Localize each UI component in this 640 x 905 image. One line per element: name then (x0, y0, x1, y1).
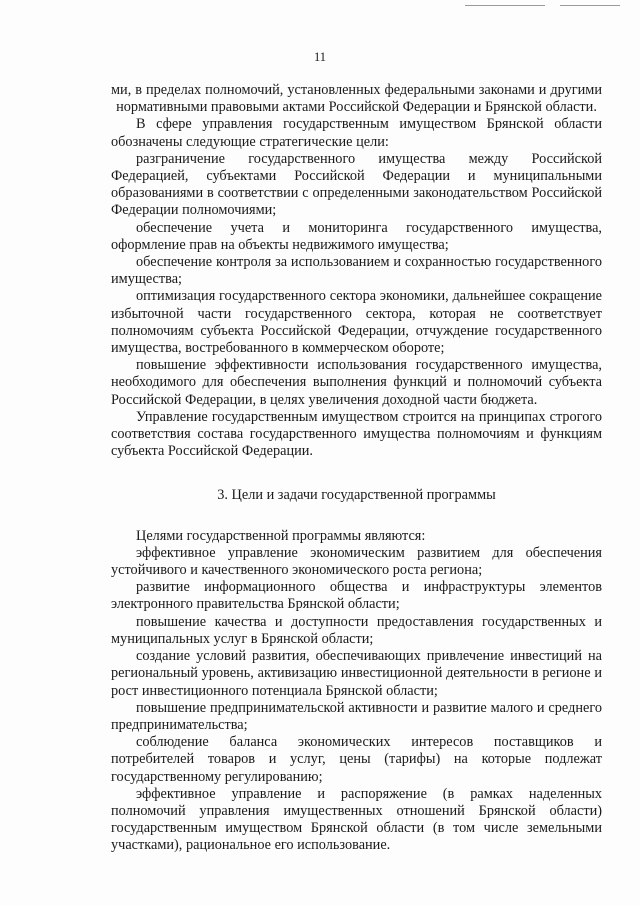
paragraph: повышение предпринимательской активности и развитие малого и среднего предпринимательства; (111, 699, 602, 733)
paragraph: обеспечение контроля за использованием и сохранностью государственного имущества; (111, 254, 602, 288)
scan-edge-line (465, 5, 545, 6)
paragraph: Целями государственной программы являются: (136, 527, 426, 544)
paragraph: В сфере управления государственным имуществом Брянской области обозначены следующие стратегические цели: (111, 116, 602, 150)
paragraph: повышение эффективности использования государственного имущества, необходимого для обеспечения выполнения функций и полномочий субъекта Российской Федерации, в целях увеличения доходной части бюджета. (111, 357, 602, 408)
section-heading: 3. Цели и задачи государственной программы (217, 487, 496, 504)
paragraph: Управление государственным имуществом строится на принципах строгого соответствия состава государственного имущества полномочиям и функциям субъекта Российской Федерации. (111, 408, 602, 460)
paragraph: эффективное управление и распоряжение (в рамках наделенных полномочий управления имущественных отношений Брянской области) государственным имуществом Брянской области (в том числе земельными участками), рациональное его использование. (111, 785, 602, 854)
paragraph: создание условий развития, обеспечивающих привлечение инвестиций на региональный уровень, активизацию инвестиционной деятельности в регионе и рост инвестиционного потенциала Брянской области; (111, 648, 602, 699)
paragraph: эффективное управление экономическим развитием для обеспечения устойчивого и качественного экономического роста региона; (111, 544, 602, 579)
paragraph: повышение качества и доступности предоставления государственных и муниципальных услуг в Брянской области; (111, 613, 602, 647)
paragraph: соблюдение баланса экономических интересов поставщиков и потребителей товаров и услуг, цены (тарифы) на которые подлежат государственному регулированию; (111, 734, 602, 785)
paragraph: развитие информационного общества и инфраструктуры элементов электронного правительства Брянской области; (111, 579, 602, 613)
paragraph: обеспечение учета и мониторинга государственного имущества, оформление прав на объекты недвижимого имущества; (111, 219, 602, 253)
scan-edge-line (560, 5, 620, 6)
paragraph: разграничение государственного имущества между Российской Федерацией, субъектами Российской Федерации и муниципальными образованиями в соответствии с определенными законодательством Российской Федерации полномочиями; (111, 150, 602, 219)
document-body (111, 82, 602, 855)
page-number: 11 (313, 50, 327, 64)
paragraph: оптимизация государственного сектора экономики, дальнейшее сокращение избыточной части государственного сектора, которая не соответствует полномочиям субъекта Российской Федерации, отчуждение государственного имущества, востребованного в коммерческом обороте; (111, 288, 602, 357)
paragraph-continuation: ми, в пределах полномочий, установленных федеральными законами и другими нормативными правовыми актами Российской Федерации и Брянской области. (111, 82, 602, 116)
